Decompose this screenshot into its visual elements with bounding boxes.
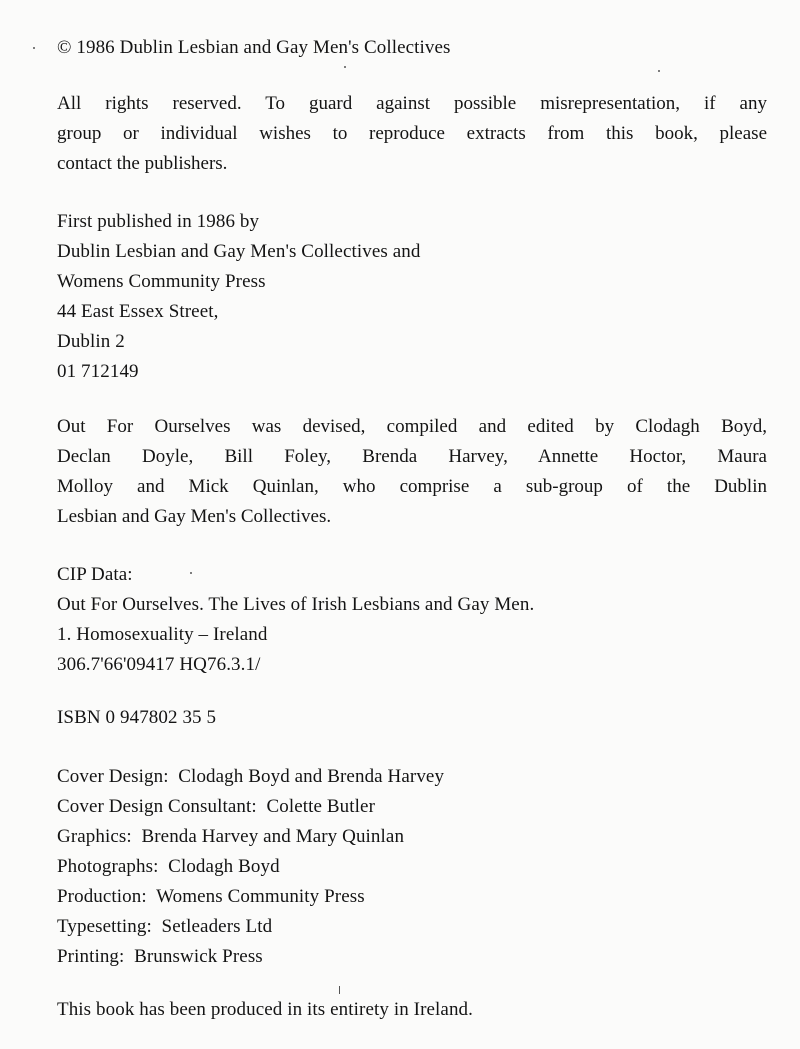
cip-data-block xyxy=(57,560,767,680)
editors-line: Declan Doyle, Bill Foley, Brenda Harvey, Annette Hoctor, Maura xyxy=(57,446,767,467)
isbn-number: ISBN 0 947802 35 5 xyxy=(57,707,217,728)
publisher-phone: 01 712149 xyxy=(57,361,139,382)
origin-statement-block xyxy=(57,995,767,1025)
production-credits xyxy=(57,762,767,972)
credit-typesetting: Typesetting: Setleaders Ltd xyxy=(57,916,273,937)
cip-subject: 1. Homosexuality – Ireland xyxy=(57,624,268,645)
copyright-notice: © 1986 Dublin Lesbian and Gay Men's Collectives xyxy=(57,37,451,58)
rights-line: group or individual wishes to reproduce extracts from this book, please xyxy=(57,123,767,144)
rights-paragraph xyxy=(57,89,767,179)
credit-production: Production: Womens Community Press xyxy=(57,886,365,907)
publication-details xyxy=(57,207,767,387)
rights-line: All rights reserved. To guard against possible misrepresentation, if any xyxy=(57,93,767,114)
credit-cover-design: Cover Design: Clodagh Boyd and Brenda Harvey xyxy=(57,766,445,787)
scan-speck xyxy=(339,986,340,994)
scan-speck xyxy=(658,70,660,72)
cip-classification: 306.7'66'09417 HQ76.3.1/ xyxy=(57,654,261,675)
copyright-notice-block xyxy=(57,33,767,63)
isbn-block xyxy=(57,703,767,733)
cip-title: Out For Ourselves. The Lives of Irish Lesbians and Gay Men. xyxy=(57,594,535,615)
origin-statement: This book has been produced in its entirety in Ireland. xyxy=(57,999,474,1020)
credit-cover-consultant: Cover Design Consultant: Colette Butler xyxy=(57,796,375,817)
editors-paragraph xyxy=(57,412,767,532)
credit-printing: Printing: Brunswick Press xyxy=(57,946,263,967)
publisher-city: Dublin 2 xyxy=(57,331,125,352)
editors-line: Out For Ourselves was devised, compiled and edited by Clodagh Boyd, xyxy=(57,416,767,437)
publisher-street: 44 East Essex Street, xyxy=(57,301,219,322)
credit-photographs: Photographs: Clodagh Boyd xyxy=(57,856,280,877)
publication-intro: First published in 1986 by xyxy=(57,211,260,232)
cip-heading: CIP Data: xyxy=(57,564,133,585)
rights-line: contact the publishers. xyxy=(57,153,228,174)
publisher-name: Dublin Lesbian and Gay Men's Collectives and xyxy=(57,241,421,262)
editors-line: Lesbian and Gay Men's Collectives. xyxy=(57,506,332,527)
editors-line: Molloy and Mick Quinlan, who comprise a sub-group of the Dublin xyxy=(57,476,767,497)
scan-speck xyxy=(33,47,35,49)
scan-speck xyxy=(344,66,346,68)
credit-graphics: Graphics: Brenda Harvey and Mary Quinlan xyxy=(57,826,405,847)
publisher-name: Womens Community Press xyxy=(57,271,266,292)
scan-speck xyxy=(190,572,192,574)
